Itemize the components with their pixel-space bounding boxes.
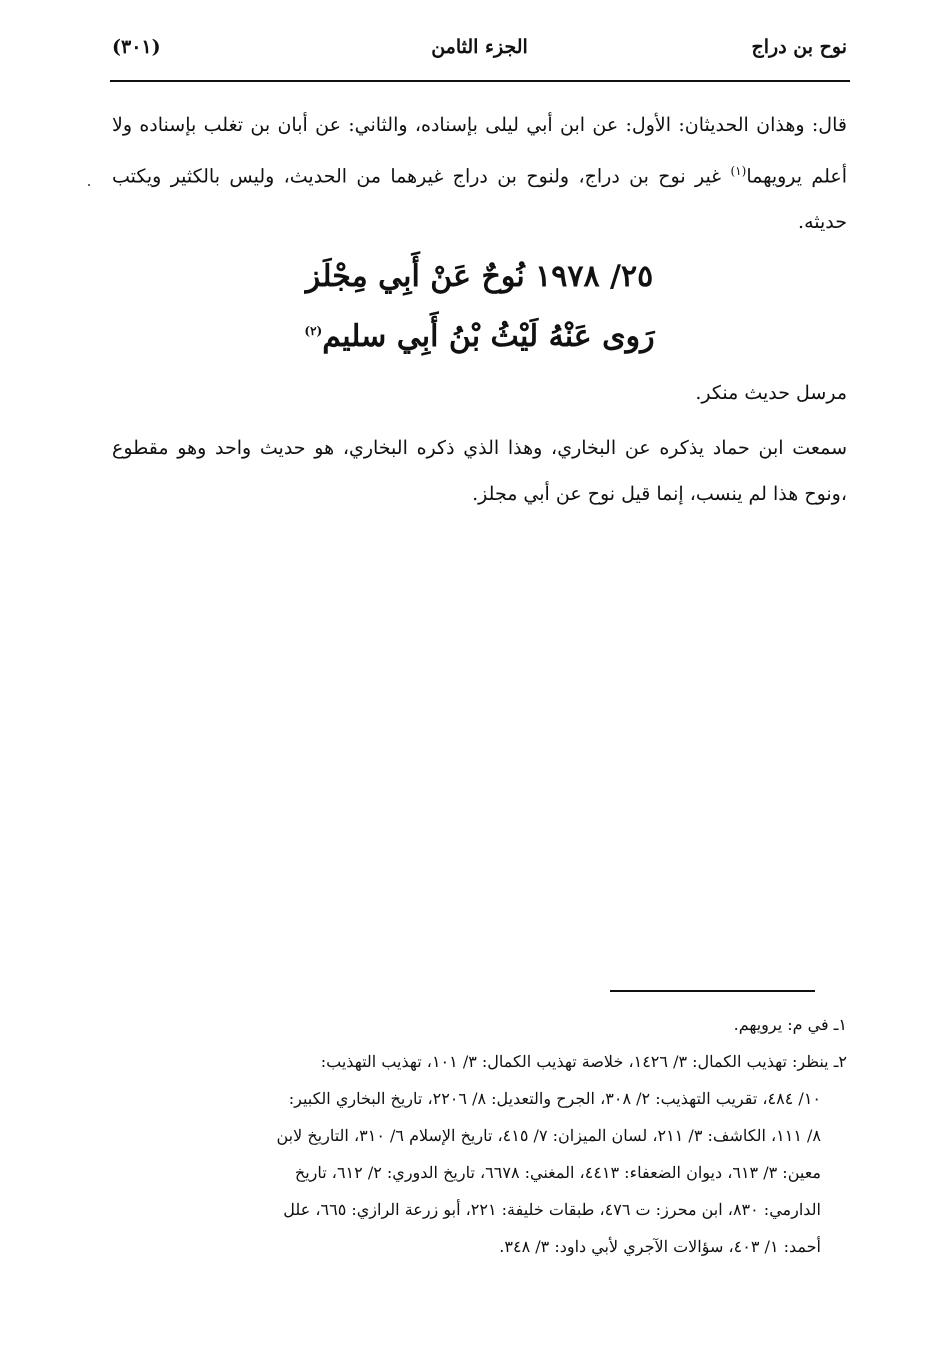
scan-speck: [88, 184, 90, 186]
footnote-2-line-3: ٨/ ١١١، الكاشف: ٣/ ٢١١، لسان الميزان: ٧/ ٤١٥، تاريخ الإسلام ٦/ ٣١٠، التاريخ لابن: [276, 1126, 821, 1145]
paragraph-3: سمعت ابن حماد يذكره عن البخاري، وهذا الذي ذكره البخاري، هو حديث واحد وهو مقطوع ،ونوح هذا لم ينسب، إنما قيل نوح عن أبي مجلز.: [112, 437, 847, 505]
footnote-ref-2: (٢): [304, 324, 323, 338]
paragraph-1: [112, 102, 847, 245]
paragraph-1-text: قال: وهذان الحديثان: الأول: عن ابن أبي ليلى بإسناده، والثاني: عن أبان بن تغلب بإسناده ولا أعلم يرويهما: [112, 114, 847, 188]
footnote-2-line-6: أحمد: ١/ ٤٠٣، سؤالات الآجري لأبي داود: ٣/ ٣٤٨.: [499, 1237, 821, 1256]
entry-heading-line-2: [112, 304, 847, 364]
volume-title: الجزء الثامن: [431, 36, 528, 58]
paragraph-2: مرسل حديث منكر.: [695, 382, 847, 404]
footnote-1: ١ـ في م: يرويهم.: [733, 1015, 847, 1034]
footnote-2-line-2: ١٠/ ٤٨٤، تقريب التهذيب: ٢/ ٣٠٨، الجرح والتعديل: ٨/ ٢٢٠٦، تاريخ البخاري الكبير:: [288, 1089, 821, 1108]
footnote-separator: [610, 990, 815, 992]
footnote-ref-1: (١): [730, 164, 747, 178]
footnote-2-line-1: ٢ـ ينظر: تهذيب الكمال: ٣/ ١٤٢٦، خلاصة تهذيب الكمال: ٣/ ١٠١، تهذيب التهذيب:: [320, 1052, 847, 1071]
paragraph-1-continuation: غير نوح بن دراج، ولنوح بن دراج غيرهما من الحديث، وليس بالكثير ويكتب حديثه.: [112, 165, 847, 234]
footnotes: [112, 1006, 847, 1265]
entry-heading-line-2-text: رَوى عَنْهُ لَيْثُ بْنُ أَبِي سليم: [322, 319, 655, 354]
footnote-2-line-4: معين: ٣/ ٦١٣، ديوان الضعفاء: ٤٤١٣، المغني: ٦٦٧٨، تاريخ الدوري: ٢/ ٦١٢، تاريخ: [294, 1163, 821, 1182]
chapter-title: نوح بن دراج: [751, 36, 847, 58]
entry-heading-line-1: ٢٥/ ١٩٧٨ نُوحٌ عَنْ أَبِي مِجْلَز: [305, 259, 654, 294]
page-number: (٣٠١): [112, 36, 161, 58]
footnote-2-line-5: الدارمي: ٨٣٠، ابن محرز: ت ٤٧٦، طبقات خليفة: ٢٢١، أبو زرعة الرازي: ٦٦٥، علل: [283, 1200, 821, 1219]
header-rule: [110, 80, 850, 82]
entry-heading: [112, 250, 847, 364]
running-header: [112, 36, 847, 76]
